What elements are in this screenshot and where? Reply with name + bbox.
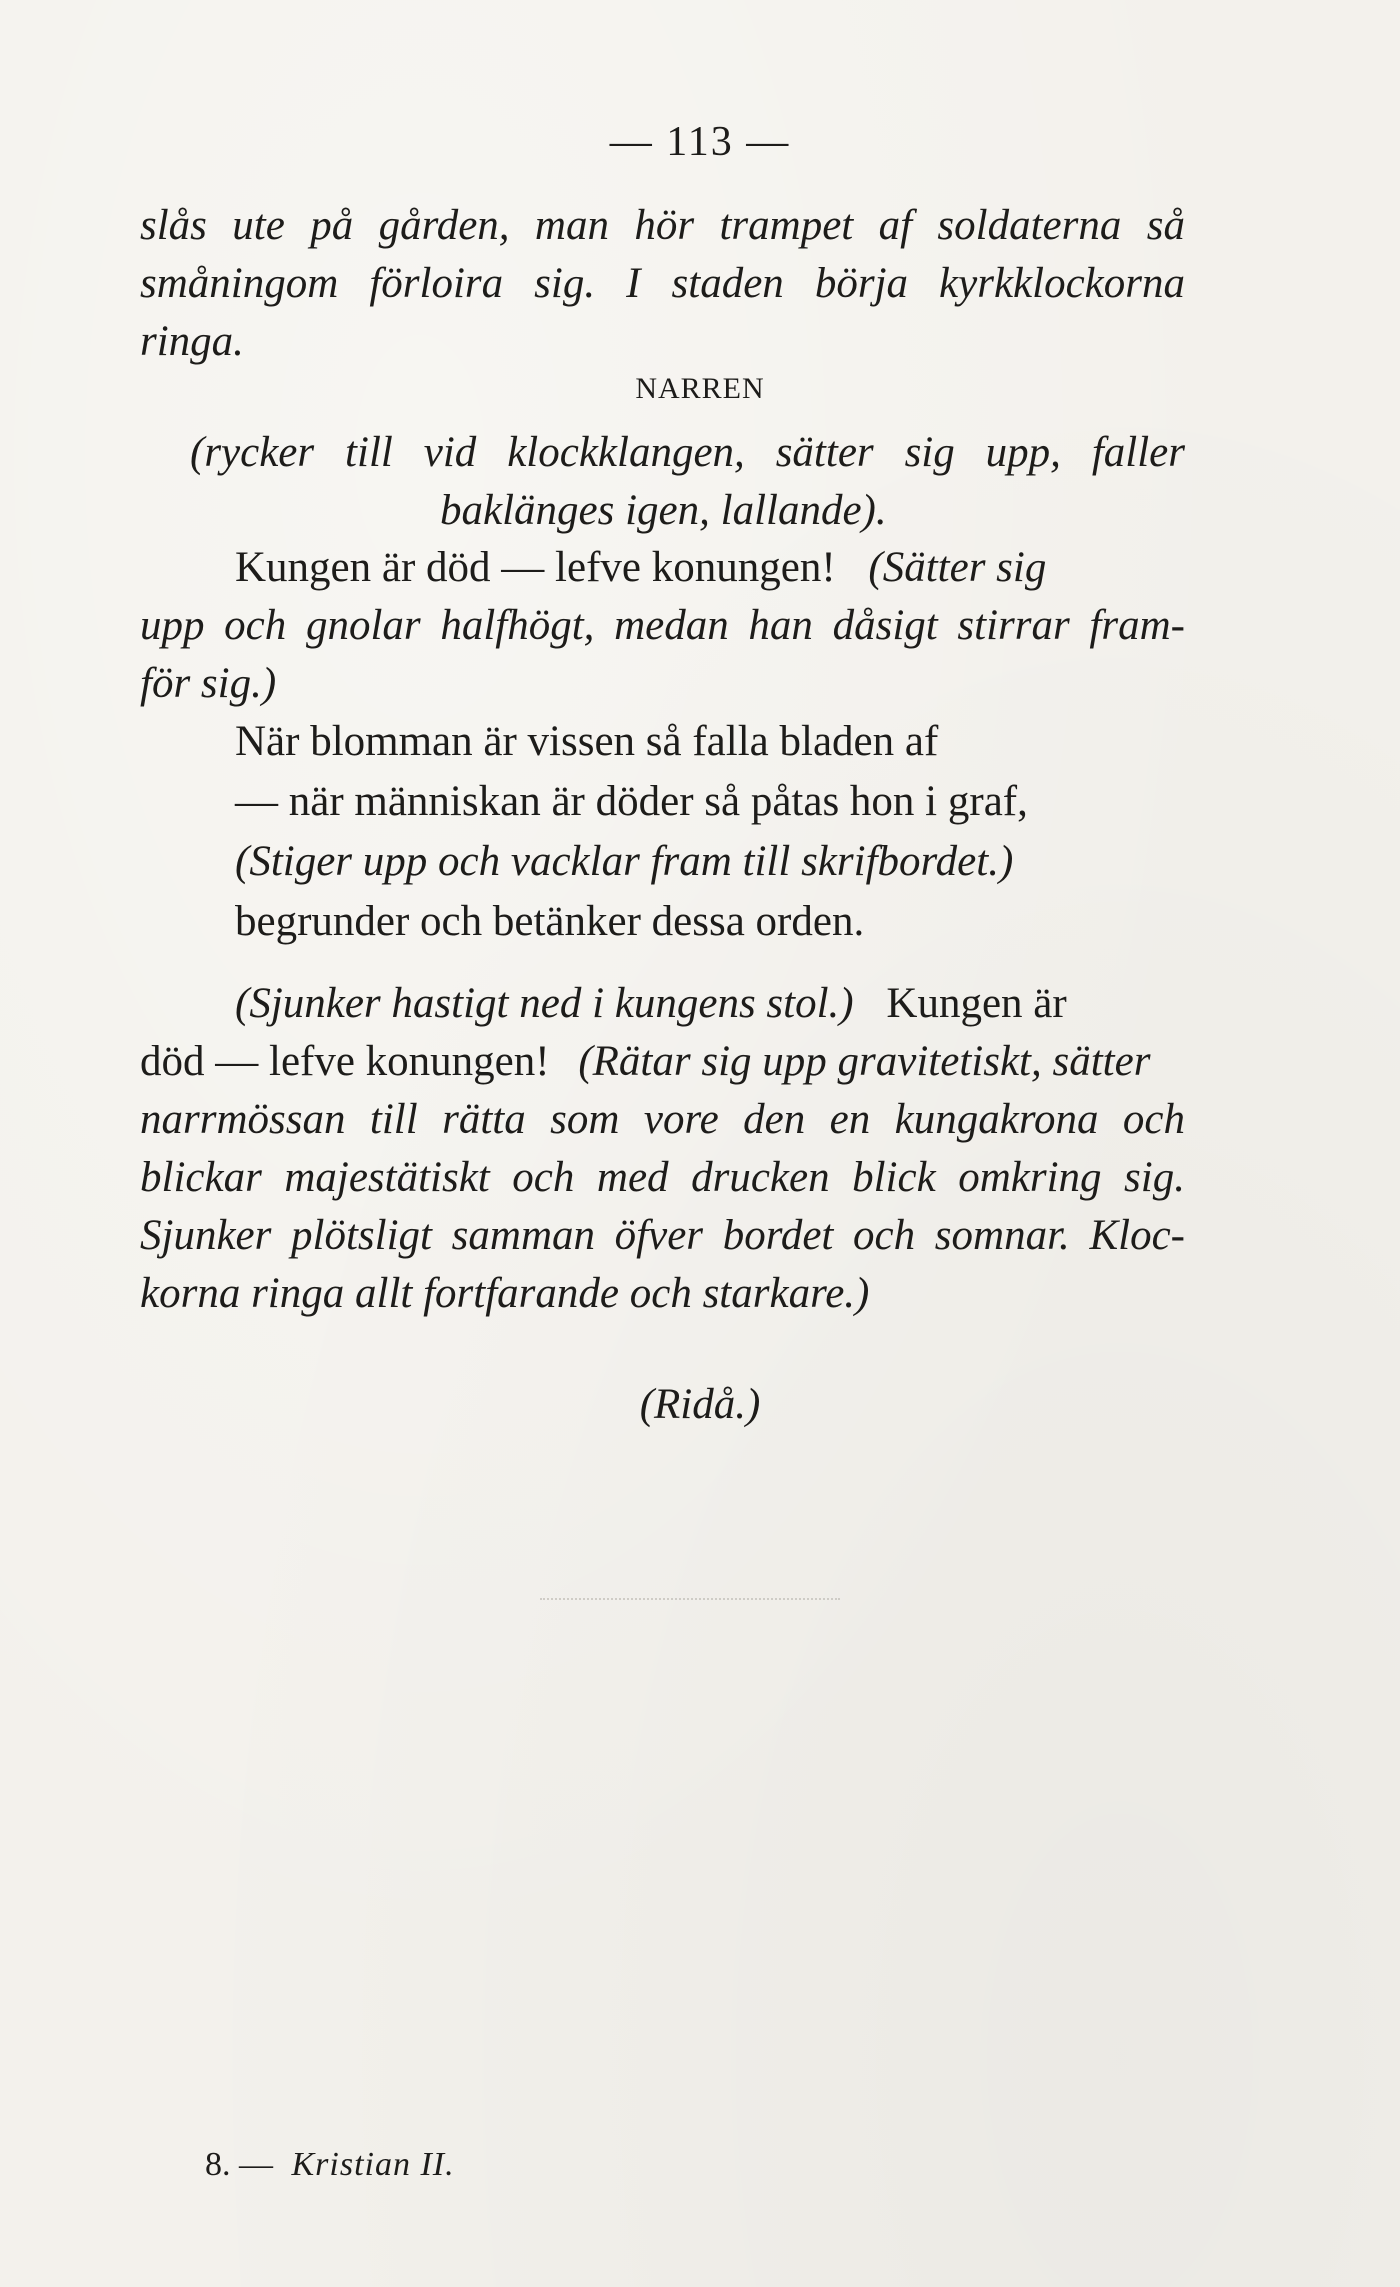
page-number: — 113 — xyxy=(609,119,791,165)
dialogue-text: död — lefve konungen! xyxy=(140,1038,550,1085)
stage-direction-line: ringa. xyxy=(140,318,244,365)
dialogue-text: Kungen är död — lefve konungen! xyxy=(235,544,836,591)
stage-direction-line: för sig.) xyxy=(140,660,277,707)
stage-direction-line: narrmössan till rätta som vore den en kungakrona och xyxy=(140,1096,1185,1143)
stage-direction-line: upp och gnolar halfhögt, medan han dåsigt stirrar fram- xyxy=(140,602,1185,649)
faint-divider xyxy=(540,1598,840,1600)
stage-direction-line: korna ringa allt fortfarande och starkare.) xyxy=(140,1270,870,1317)
curtain-direction: (Ridå.) xyxy=(639,1381,761,1428)
stage-direction-inline: (Rätar sig upp gravitetiskt, sätter xyxy=(578,1038,1151,1085)
stage-direction-inline: (Sätter sig xyxy=(868,544,1047,591)
printer-signature xyxy=(205,2146,455,2184)
stage-direction-line: blickar majestätiskt och med drucken blick omkring sig. xyxy=(140,1154,1185,1201)
stage-direction-line: baklänges igen, lallande). xyxy=(440,487,887,534)
stage-direction-line: slås ute på gården, man hör trampet af soldaterna så xyxy=(140,202,1185,249)
dialogue-text: Kungen är xyxy=(886,980,1067,1027)
dialogue-line xyxy=(140,1034,1185,1090)
stage-direction-line: (Stiger upp och vacklar fram till skrifbordet.) xyxy=(235,838,1014,885)
song-line: När blomman är vissen så falla bladen af xyxy=(235,718,939,765)
stage-direction-line: (rycker till vid klockklangen, sätter sig upp, faller xyxy=(190,429,1185,476)
song-line: — när människan är döder så påtas hon i graf, xyxy=(235,778,1028,825)
dialogue-line xyxy=(235,976,1185,1032)
dialogue-line xyxy=(235,540,1185,596)
speaker-name: NARREN xyxy=(635,372,765,405)
signature-title: Kristian II. xyxy=(291,2146,455,2183)
signature-number: 8. — xyxy=(205,2146,273,2183)
stage-direction-inline: (Sjunker hastigt ned i kungens stol.) xyxy=(235,980,854,1027)
stage-direction-line: Sjunker plötsligt samman öfver bordet och somnar. Kloc- xyxy=(140,1212,1185,1259)
stage-direction-line: småningom förloira sig. I staden börja kyrkklockorna xyxy=(140,260,1185,307)
song-line: begrunder och betänker dessa orden. xyxy=(235,898,865,945)
